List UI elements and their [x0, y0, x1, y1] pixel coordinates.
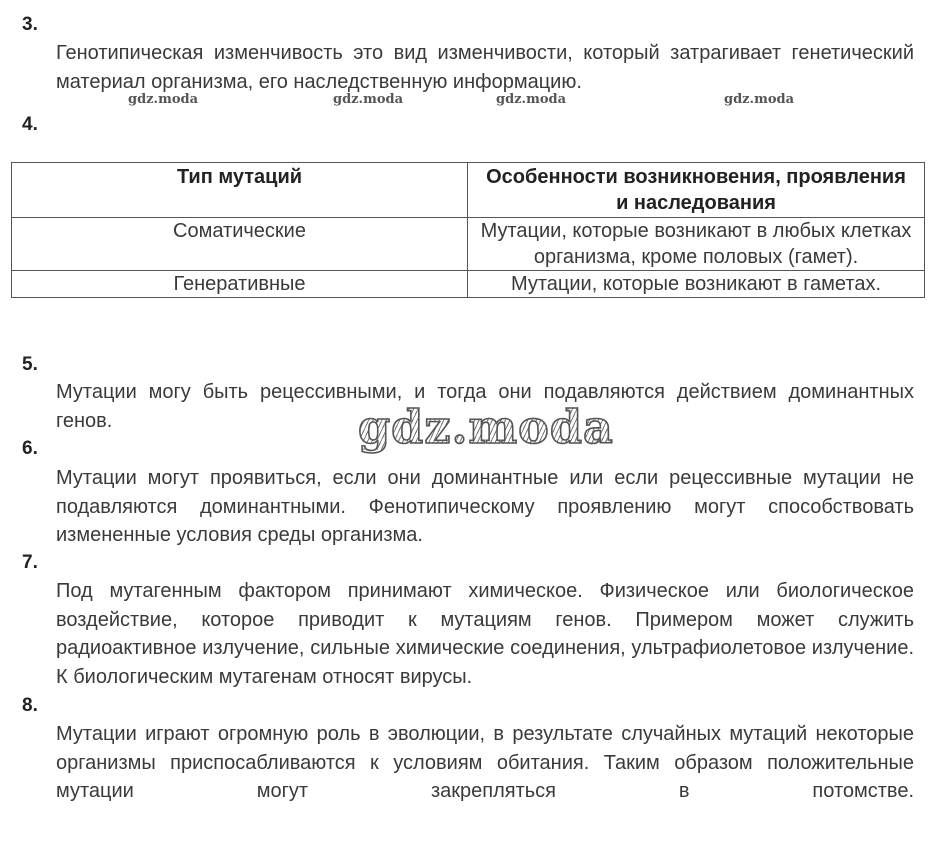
table-row [12, 271, 925, 298]
answer-7-text: Под мутагенным фактором принимают химическое. Физическое или биологическое воздействие, которое приводит к мутациям генов. Примером может служить радиоактивное излучение, сильные химические соединения, ультрафиолетовое излучение. К биологическим мутагенам относят вирусы. [56, 580, 914, 688]
table-header-cell: Особенности возникновения, проявления и наследования [468, 163, 925, 218]
watermark-small: gdz.moda [333, 92, 404, 107]
watermark-small: gdz.moda [496, 92, 567, 107]
answer-5-text: Мутации могу быть рецессивными, и тогда они подавляются действием доминантных генов. [56, 381, 914, 432]
section-number-8: 8. [22, 695, 38, 716]
watermark-large: gdz.moda [358, 400, 614, 454]
section-number-7: 7. [22, 552, 38, 573]
section-number-5: 5. [22, 354, 38, 375]
table-header-row [12, 163, 925, 218]
section-number-3: 3. [22, 14, 38, 35]
table-row [12, 218, 925, 271]
mutation-types-table [11, 162, 925, 298]
table-cell: Генеративные [12, 271, 468, 298]
answer-6-text: Мутации могут проявиться, если они доминантные или если рецессивные мутации не подавляются доминантными. Фенотипическому проявлению могут способствовать измененные условия среды организма. [56, 467, 914, 546]
answer-3-text: Генотипическая изменчивость это вид изменчивости, который затрагивает генетический материал организма, его наследственную информацию. [56, 42, 914, 93]
watermark-small: gdz.moda [128, 92, 199, 107]
table-cell: Мутации, которые возникают в гаметах. [468, 271, 925, 298]
section-number-6: 6. [22, 438, 38, 459]
answer-8-text: Мутации играют огромную роль в эволюции, в результате случайных мутаций некоторые организмы приспосабливаются к условиям обитания. Таким образом положительные мутации могут закрепляться в потомстве. [56, 723, 914, 802]
section-number-4: 4. [22, 114, 38, 135]
table-cell: Мутации, которые возникают в любых клетках организма, кроме половых (гамет). [468, 218, 925, 271]
table-header-cell: Тип мутаций [12, 163, 468, 218]
table-cell: Соматические [12, 218, 468, 271]
watermark-small: gdz.moda [724, 92, 795, 107]
